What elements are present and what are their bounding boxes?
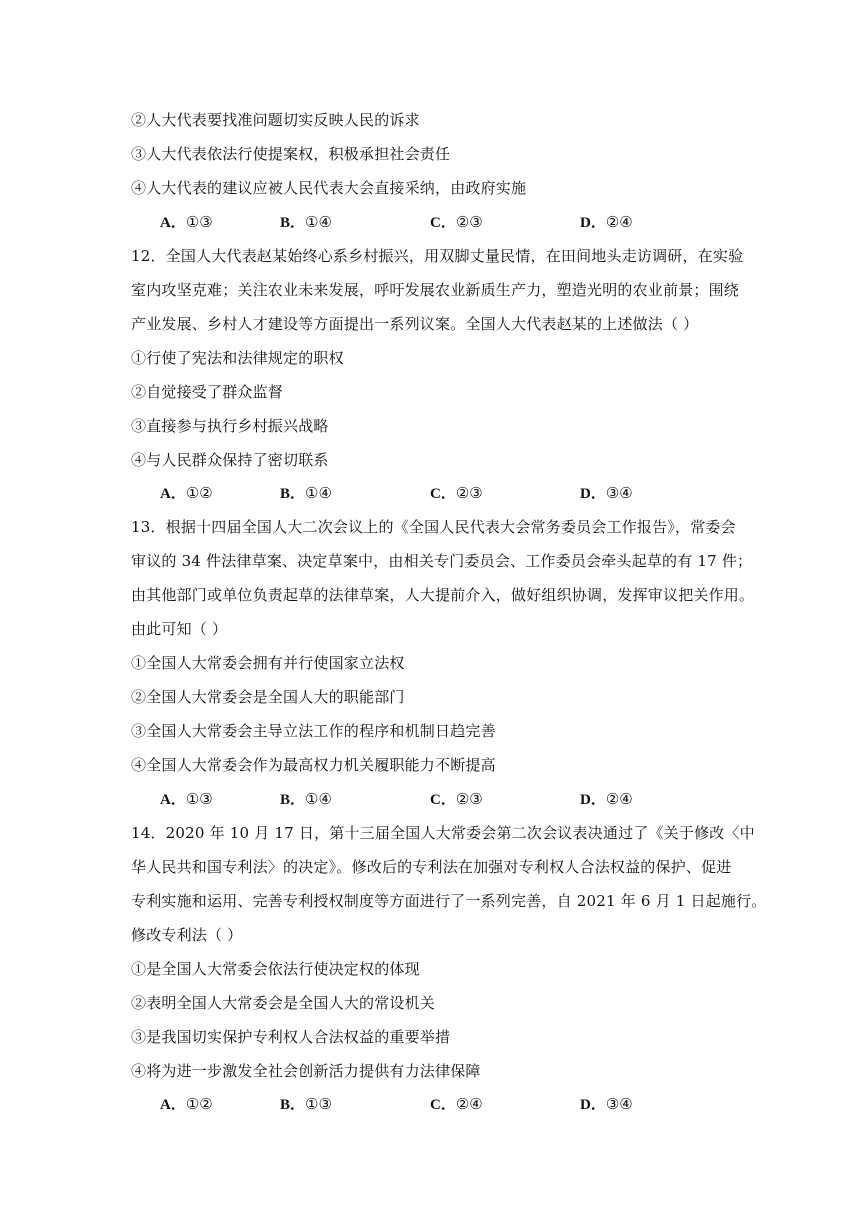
q12-item-2: ②自觉接受了群众监督 bbox=[131, 383, 284, 401]
q13-stem-line-2: 审议的 34 件法律草案、决定草案中，由相关专门委员会、工作委员会牵头起草的有 17 件； bbox=[131, 552, 753, 570]
q14-options bbox=[160, 1094, 720, 1114]
q11-option-c: C．②③ bbox=[430, 213, 483, 231]
q11-item-2: ②人大代表要找准问题切实反映人民的诉求 bbox=[131, 111, 420, 129]
q12-item-3: ③直接参与执行乡村振兴战略 bbox=[131, 417, 329, 435]
q13-option-a: A．①③ bbox=[160, 790, 213, 808]
q12-option-b: B．①④ bbox=[280, 484, 332, 502]
q12-options bbox=[160, 483, 720, 503]
q13-options bbox=[160, 789, 720, 809]
q13-option-b: B．①④ bbox=[280, 790, 332, 808]
q14-option-b: B．①③ bbox=[280, 1095, 332, 1113]
q14-option-a: A．①② bbox=[160, 1095, 213, 1113]
q14-stem-line-3: 专利实施和运用、完善专利授权制度等方面进行了一系列完善，自 2021 年 6 月 1 日起施行。 bbox=[131, 892, 767, 910]
q12-option-d: D．③④ bbox=[580, 484, 633, 502]
q13-stem-line-1: 13．根据十四届全国人大二次会议上的《全国人民代表大会常务委员会工作报告》，常委会 bbox=[131, 518, 736, 536]
q11-item-3: ③人大代表依法行使提案权，积极承担社会责任 bbox=[131, 145, 451, 163]
q14-item-2: ②表明全国人大常委会是全国人大的常设机关 bbox=[131, 994, 436, 1012]
q14-option-d: D．③④ bbox=[580, 1095, 633, 1113]
q11-option-a: A．①③ bbox=[160, 213, 213, 231]
q13-item-3: ③全国人大常委会主导立法工作的程序和机制日趋完善 bbox=[131, 722, 496, 740]
q13-option-d: D．②④ bbox=[580, 790, 633, 808]
q11-option-d: D．②④ bbox=[580, 213, 633, 231]
q13-stem-line-3: 由其他部门或单位负责起草的法律草案，人大提前介入，做好组织协调，发挥审议把关作用。 bbox=[131, 586, 755, 604]
q14-stem-line-1: 14．2020 年 10 月 17 日，第十三届全国人大常委会第二次会议表决通过了《关于修改〈中 bbox=[131, 824, 755, 842]
q11-option-b: B．①④ bbox=[280, 213, 332, 231]
q11-item-4: ④人大代表的建议应被人民代表大会直接采纳，由政府实施 bbox=[131, 179, 527, 197]
q14-item-1: ①是全国人大常委会依法行使决定权的体现 bbox=[131, 960, 420, 978]
q13-item-4: ④全国人大常委会作为最高权力机关履职能力不断提高 bbox=[131, 756, 496, 774]
q12-option-a: A．①② bbox=[160, 484, 213, 502]
q12-item-4: ④与人民群众保持了密切联系 bbox=[131, 451, 329, 469]
q12-stem-line-2: 室内攻坚克难；关注农业未来发展，呼吁发展农业新质生产力，塑造光明的农业前景；围绕 bbox=[131, 281, 740, 299]
q14-option-c: C．②④ bbox=[430, 1095, 483, 1113]
q12-item-1: ①行使了宪法和法律规定的职权 bbox=[131, 349, 344, 367]
q13-stem-line-4: 由此可知（ ） bbox=[131, 620, 228, 638]
q13-item-1: ①全国人大常委会拥有并行使国家立法权 bbox=[131, 654, 405, 672]
q12-stem-line-1: 12．全国人大代表赵某始终心系乡村振兴，用双脚丈量民情，在田间地头走访调研，在实验 bbox=[131, 247, 744, 265]
q14-stem-line-2: 华人民共和国专利法〉的决定》。修改后的专利法在加强对专利权人合法权益的保护、促进 bbox=[131, 858, 732, 876]
q11-options bbox=[160, 212, 720, 232]
q14-item-3: ③是我国切实保护专利权人合法权益的重要举措 bbox=[131, 1028, 451, 1046]
q14-stem-line-4: 修改专利法（ ） bbox=[131, 926, 243, 944]
q12-option-c: C．②③ bbox=[430, 484, 483, 502]
q14-item-4: ④将为进一步激发全社会创新活力提供有力法律保障 bbox=[131, 1062, 481, 1080]
q13-option-c: C．②③ bbox=[430, 790, 483, 808]
q13-item-2: ②全国人大常委会是全国人大的职能部门 bbox=[131, 688, 405, 706]
q12-stem-line-3: 产业发展、乡村人才建设等方面提出一系列议案。全国人大代表赵某的上述做法（ ） bbox=[131, 315, 699, 333]
